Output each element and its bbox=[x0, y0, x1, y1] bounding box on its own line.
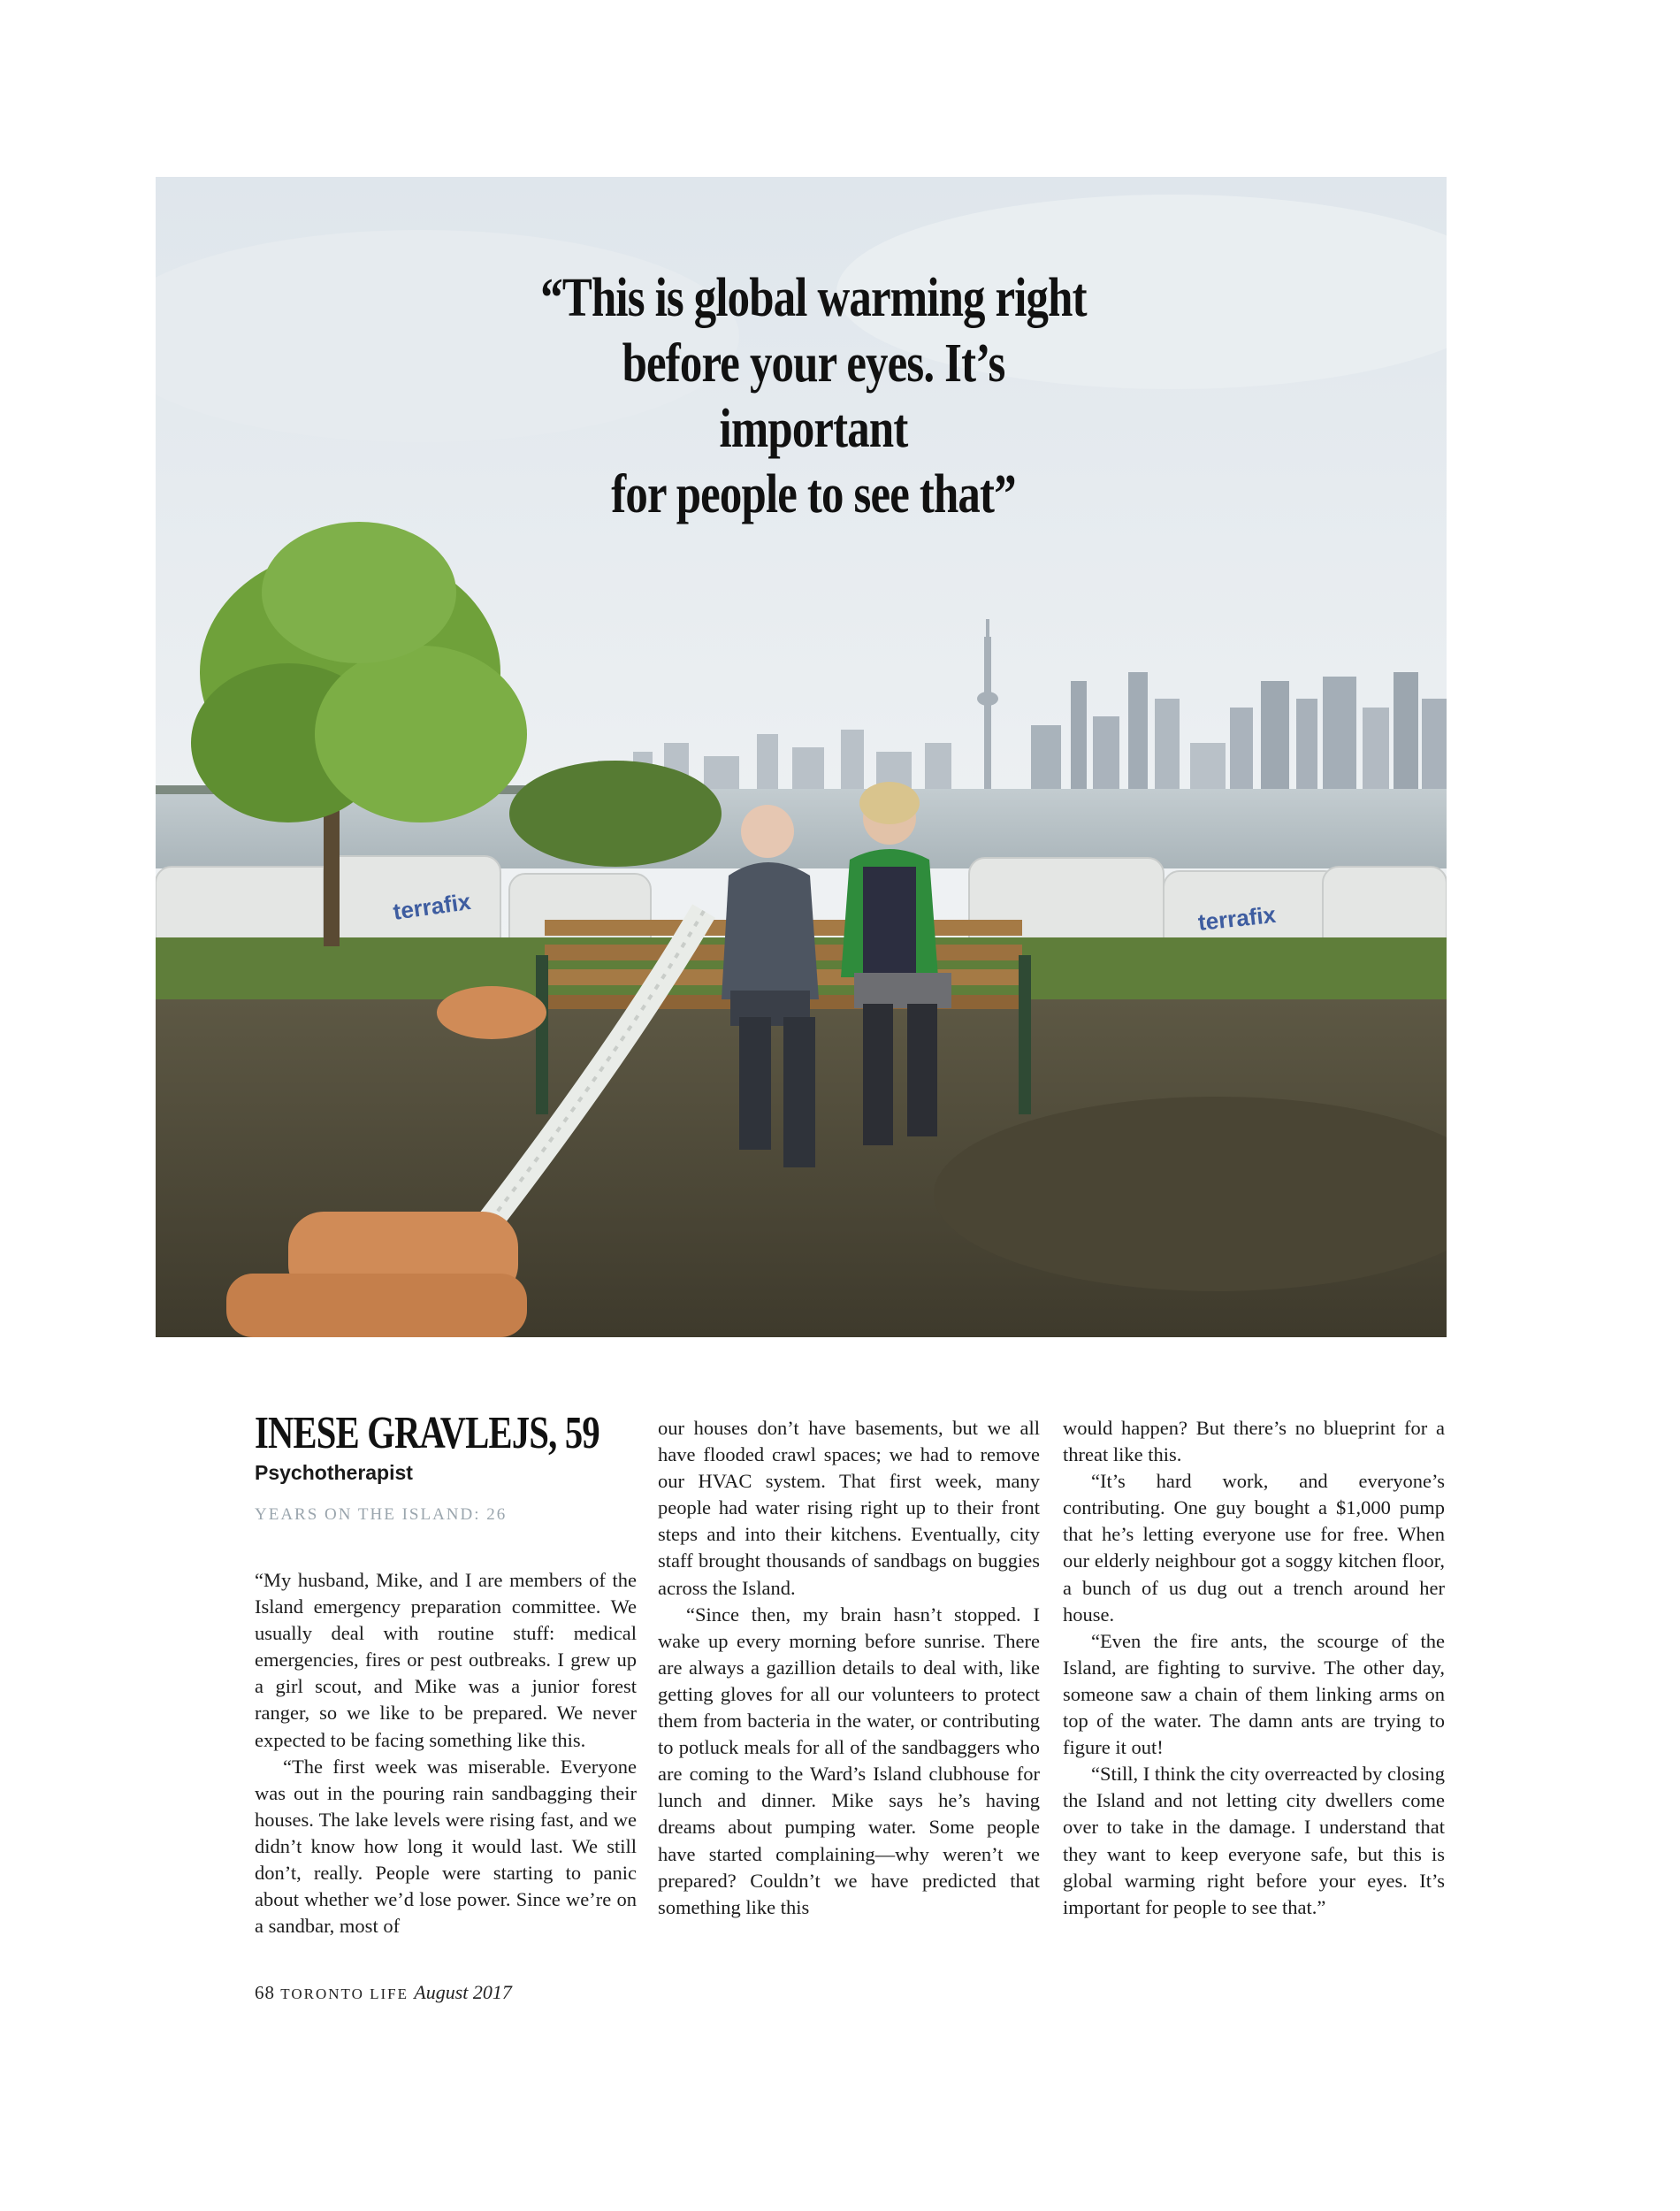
pull-quote bbox=[531, 265, 1096, 527]
profile-role: Psychotherapist bbox=[255, 1461, 413, 1484]
page-number: 68 bbox=[255, 1982, 275, 2003]
profile-name: INESE GRAVLEJS, 59 bbox=[255, 1408, 599, 1458]
shrub bbox=[509, 761, 722, 867]
article-column-2 bbox=[658, 1415, 1040, 1921]
paragraph: “It’s hard work, and everyone’s contributing. One guy bought a $1,000 pump that he’s letting everyone use for free. When our elderly neighbour got a soggy kitchen floor, a bunch of us dug out a trench around her house. bbox=[1063, 1470, 1445, 1626]
article-column-1 bbox=[255, 1410, 637, 1939]
article-column-3 bbox=[1063, 1415, 1445, 1921]
magazine-name: TORONTO LIFE bbox=[280, 1985, 409, 2002]
paragraph: “My husband, Mike, and I are members of the Island emergency preparation committee. We usually deal with routine stuff: medical emergencies, fires or pest outbreaks. I grew up a girl scout, and Mike was a junior forest ranger, so we like to be prepared. We never expected to be facing something like this. bbox=[255, 1569, 637, 1751]
sandbag-logo: terrafix bbox=[1196, 900, 1278, 936]
profile-years: YEARS ON THE ISLAND: 26 bbox=[255, 1505, 508, 1524]
pull-quote-line: for people to see that” bbox=[611, 464, 1016, 524]
pull-quote-line: “This is global warming right bbox=[540, 268, 1087, 328]
paragraph: our houses don’t have basements, but we all have flooded crawl spaces; we had to remove our HVAC system. That first week, many people had water rising right up to their front steps and into their kitchens. Eventually, city staff brought thousands of sandbags on buggies across the Island. bbox=[658, 1417, 1040, 1599]
issue-date: August 2017 bbox=[414, 1981, 512, 2003]
pull-quote-line: before your eyes. It’s important bbox=[622, 333, 1005, 459]
paragraph: “Still, I think the city overreacted by closing the Island and not letting city dwellers come over to take in the damage. I understand that they want to keep everyone safe, but this is global warming right before your eyes. It’s important for people to see that.” bbox=[1063, 1763, 1445, 1918]
paragraph: “The first week was miserable. Everyone was out in the pouring rain sandbagging their houses. The lake levels were rising fast, and we didn’t know how long it would last. We still don’t, really. People were starting to panic about whether we’d lose power. Since we’re on a sandbar, most of bbox=[255, 1755, 637, 1938]
page-folio bbox=[255, 1981, 512, 2004]
paragraph: “Since then, my brain hasn’t stopped. I wake up every morning before sunrise. There are always a gazillion details to deal with, like getting gloves for all our volunteers to protect them from bacteria in the water, or contributing to potluck meals for all of the sandbaggers who are coming to the Ward’s Island clubhouse for lunch and dinner. Mike says he’s having dreams about pumping water. Some people have started complaining—why weren’t we prepared? Couldn’t we have predicted that something like this bbox=[658, 1603, 1040, 1918]
paragraph: would happen? But there’s no blueprint for a threat like this. bbox=[1063, 1417, 1445, 1466]
sandbag-logo: terrafix bbox=[391, 887, 473, 925]
article-body bbox=[255, 1567, 637, 1939]
paragraph: “Even the fire ants, the scourge of the Island, are fighting to survive. The other day, someone saw a chain of them linking arms on top of the water. The damn ants are trying to figure it out! bbox=[1063, 1629, 1445, 1759]
